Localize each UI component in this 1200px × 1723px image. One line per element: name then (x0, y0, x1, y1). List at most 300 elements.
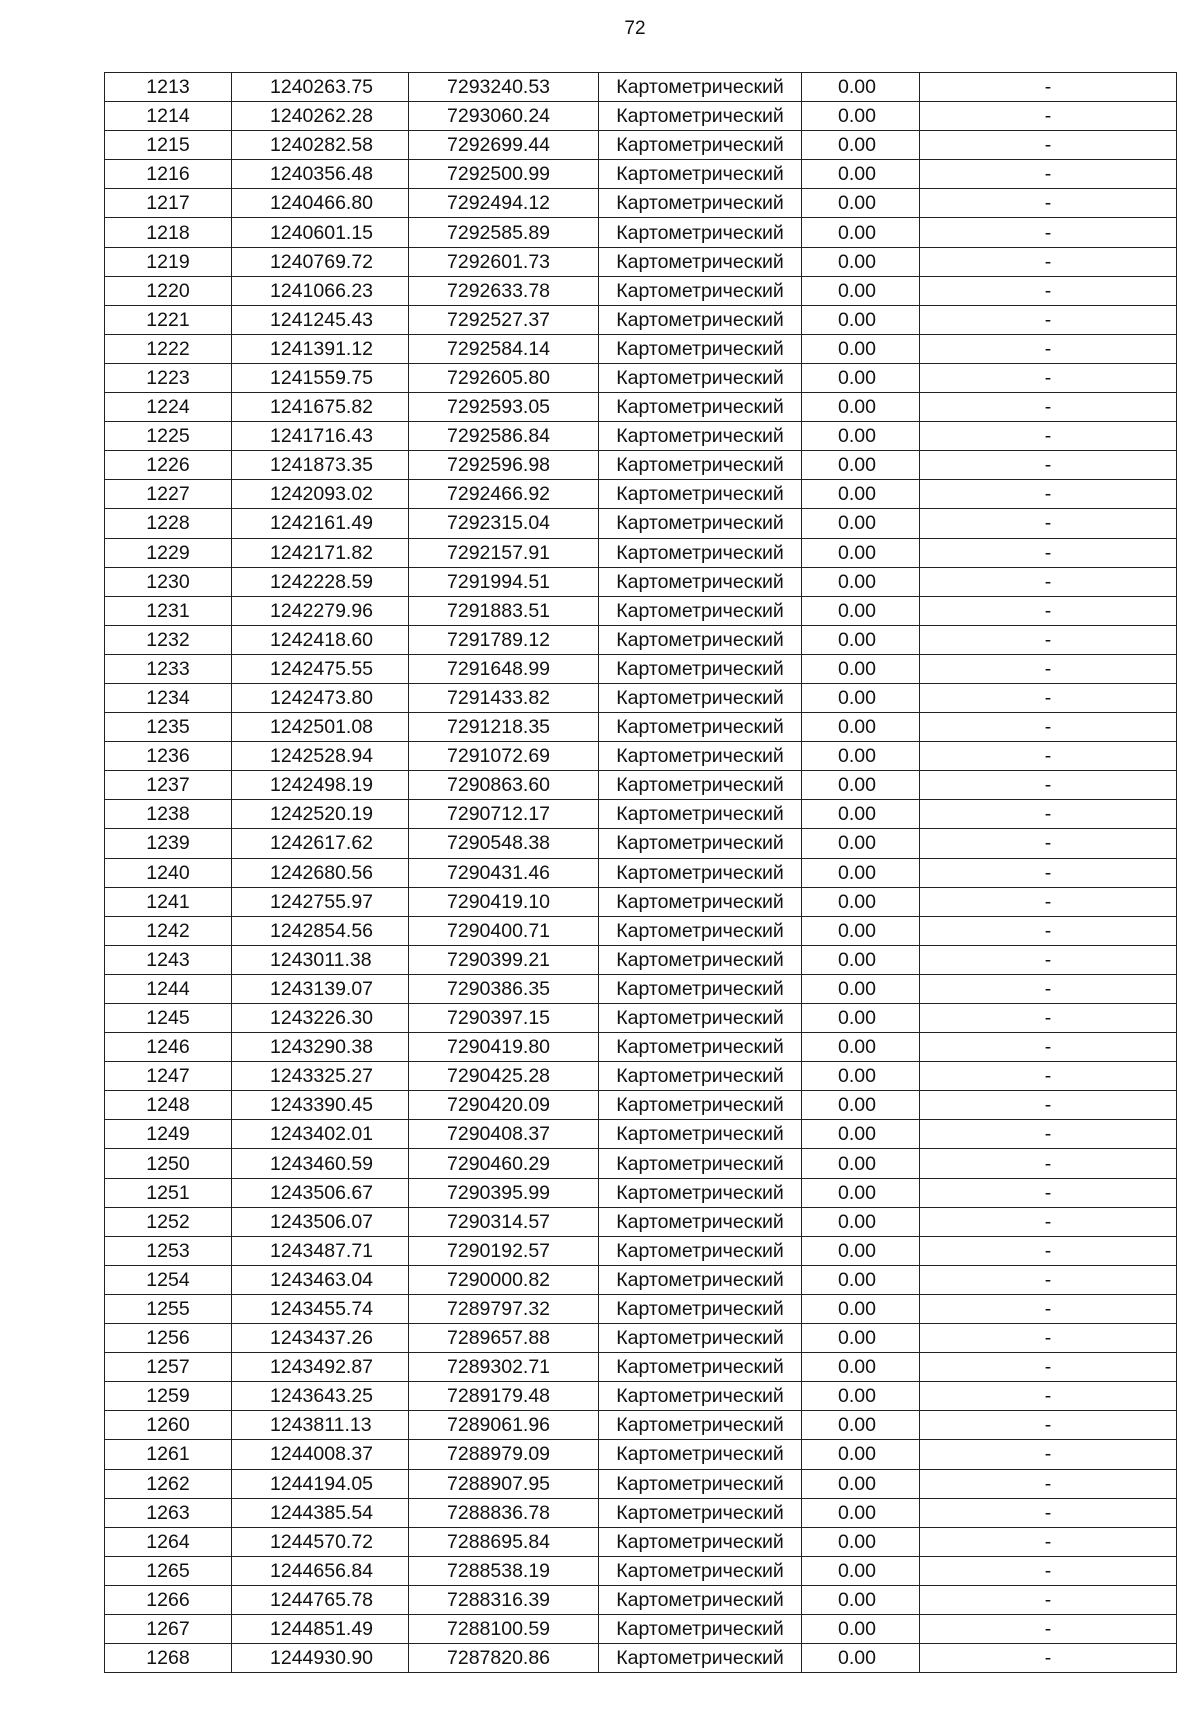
point-number-cell: 1226 (105, 451, 232, 480)
table-row (105, 567, 1177, 596)
y-coordinate-cell: 7292593.05 (409, 393, 599, 422)
point-number-cell: 1236 (105, 742, 232, 771)
method-cell: Картометрический (599, 1265, 802, 1294)
table-row (105, 363, 1177, 392)
x-coordinate-cell: 1244930.90 (232, 1644, 409, 1673)
point-number-cell: 1259 (105, 1382, 232, 1411)
description-cell: - (920, 1120, 1177, 1149)
point-number-cell: 1218 (105, 218, 232, 247)
method-cell: Картометрический (599, 945, 802, 974)
accuracy-cell: 0.00 (802, 771, 920, 800)
table-row (105, 480, 1177, 509)
y-coordinate-cell: 7290000.82 (409, 1265, 599, 1294)
point-number-cell: 1227 (105, 480, 232, 509)
y-coordinate-cell: 7290431.46 (409, 858, 599, 887)
description-cell: - (920, 1644, 1177, 1673)
description-cell: - (920, 1062, 1177, 1091)
method-cell: Картометрический (599, 1062, 802, 1091)
point-number-cell: 1223 (105, 363, 232, 392)
y-coordinate-cell: 7289657.88 (409, 1324, 599, 1353)
point-number-cell: 1264 (105, 1527, 232, 1556)
x-coordinate-cell: 1243455.74 (232, 1294, 409, 1323)
x-coordinate-cell: 1243402.01 (232, 1120, 409, 1149)
y-coordinate-cell: 7291648.99 (409, 654, 599, 683)
method-cell: Картометрический (599, 189, 802, 218)
method-cell: Картометрический (599, 1614, 802, 1643)
table-row (105, 1004, 1177, 1033)
accuracy-cell: 0.00 (802, 1353, 920, 1382)
table-row (105, 887, 1177, 916)
y-coordinate-cell: 7292315.04 (409, 509, 599, 538)
accuracy-cell: 0.00 (802, 131, 920, 160)
method-cell: Картометрический (599, 1585, 802, 1614)
y-coordinate-cell: 7292585.89 (409, 218, 599, 247)
y-coordinate-cell: 7292527.37 (409, 305, 599, 334)
accuracy-cell: 0.00 (802, 974, 920, 1003)
y-coordinate-cell: 7290397.15 (409, 1004, 599, 1033)
y-coordinate-cell: 7292586.84 (409, 422, 599, 451)
description-cell: - (920, 771, 1177, 800)
y-coordinate-cell: 7288979.09 (409, 1440, 599, 1469)
accuracy-cell: 0.00 (802, 742, 920, 771)
description-cell: - (920, 683, 1177, 712)
accuracy-cell: 0.00 (802, 393, 920, 422)
accuracy-cell: 0.00 (802, 1498, 920, 1527)
method-cell: Картометрический (599, 713, 802, 742)
x-coordinate-cell: 1244570.72 (232, 1527, 409, 1556)
description-cell: - (920, 393, 1177, 422)
accuracy-cell: 0.00 (802, 625, 920, 654)
description-cell: - (920, 218, 1177, 247)
x-coordinate-cell: 1240356.48 (232, 160, 409, 189)
table-row (105, 1178, 1177, 1207)
point-number-cell: 1215 (105, 131, 232, 160)
point-number-cell: 1268 (105, 1644, 232, 1673)
table-row (105, 654, 1177, 683)
method-cell: Картометрический (599, 829, 802, 858)
point-number-cell: 1245 (105, 1004, 232, 1033)
method-cell: Картометрический (599, 1498, 802, 1527)
accuracy-cell: 0.00 (802, 945, 920, 974)
method-cell: Картометрический (599, 1556, 802, 1585)
x-coordinate-cell: 1241245.43 (232, 305, 409, 334)
description-cell: - (920, 102, 1177, 131)
table-row (105, 916, 1177, 945)
point-number-cell: 1233 (105, 654, 232, 683)
y-coordinate-cell: 7289061.96 (409, 1411, 599, 1440)
point-number-cell: 1261 (105, 1440, 232, 1469)
description-cell: - (920, 1614, 1177, 1643)
table-row (105, 1091, 1177, 1120)
y-coordinate-cell: 7287820.86 (409, 1644, 599, 1673)
point-number-cell: 1250 (105, 1149, 232, 1178)
point-number-cell: 1220 (105, 276, 232, 305)
accuracy-cell: 0.00 (802, 305, 920, 334)
accuracy-cell: 0.00 (802, 654, 920, 683)
method-cell: Картометрический (599, 131, 802, 160)
table-row (105, 1498, 1177, 1527)
table-row (105, 1527, 1177, 1556)
table-row (105, 1440, 1177, 1469)
table-row (105, 334, 1177, 363)
accuracy-cell: 0.00 (802, 102, 920, 131)
accuracy-cell: 0.00 (802, 800, 920, 829)
table-row (105, 218, 1177, 247)
accuracy-cell: 0.00 (802, 1644, 920, 1673)
description-cell: - (920, 480, 1177, 509)
method-cell: Картометрический (599, 276, 802, 305)
y-coordinate-cell: 7290386.35 (409, 974, 599, 1003)
y-coordinate-cell: 7288538.19 (409, 1556, 599, 1585)
x-coordinate-cell: 1240282.58 (232, 131, 409, 160)
y-coordinate-cell: 7293240.53 (409, 73, 599, 102)
description-cell: - (920, 422, 1177, 451)
y-coordinate-cell: 7290425.28 (409, 1062, 599, 1091)
x-coordinate-cell: 1242854.56 (232, 916, 409, 945)
point-number-cell: 1260 (105, 1411, 232, 1440)
accuracy-cell: 0.00 (802, 887, 920, 916)
table-row (105, 1614, 1177, 1643)
description-cell: - (920, 916, 1177, 945)
table-row (105, 1411, 1177, 1440)
x-coordinate-cell: 1242520.19 (232, 800, 409, 829)
description-cell: - (920, 1585, 1177, 1614)
coordinates-table (104, 72, 1177, 1673)
x-coordinate-cell: 1243463.04 (232, 1265, 409, 1294)
method-cell: Картометрический (599, 480, 802, 509)
description-cell: - (920, 567, 1177, 596)
point-number-cell: 1224 (105, 393, 232, 422)
x-coordinate-cell: 1242171.82 (232, 538, 409, 567)
table-row (105, 1324, 1177, 1353)
point-number-cell: 1214 (105, 102, 232, 131)
x-coordinate-cell: 1242680.56 (232, 858, 409, 887)
method-cell: Картометрический (599, 102, 802, 131)
table-row (105, 1294, 1177, 1323)
x-coordinate-cell: 1240262.28 (232, 102, 409, 131)
x-coordinate-cell: 1241675.82 (232, 393, 409, 422)
accuracy-cell: 0.00 (802, 247, 920, 276)
x-coordinate-cell: 1243811.13 (232, 1411, 409, 1440)
x-coordinate-cell: 1242093.02 (232, 480, 409, 509)
x-coordinate-cell: 1243460.59 (232, 1149, 409, 1178)
method-cell: Картометрический (599, 1004, 802, 1033)
point-number-cell: 1249 (105, 1120, 232, 1149)
method-cell: Картометрический (599, 1207, 802, 1236)
method-cell: Картометрический (599, 538, 802, 567)
x-coordinate-cell: 1243139.07 (232, 974, 409, 1003)
method-cell: Картометрический (599, 1353, 802, 1382)
point-number-cell: 1254 (105, 1265, 232, 1294)
x-coordinate-cell: 1242161.49 (232, 509, 409, 538)
description-cell: - (920, 858, 1177, 887)
accuracy-cell: 0.00 (802, 1091, 920, 1120)
y-coordinate-cell: 7293060.24 (409, 102, 599, 131)
point-number-cell: 1241 (105, 887, 232, 916)
method-cell: Картометрический (599, 1644, 802, 1673)
accuracy-cell: 0.00 (802, 451, 920, 480)
description-cell: - (920, 334, 1177, 363)
x-coordinate-cell: 1242418.60 (232, 625, 409, 654)
description-cell: - (920, 1411, 1177, 1440)
accuracy-cell: 0.00 (802, 858, 920, 887)
table-row (105, 945, 1177, 974)
x-coordinate-cell: 1242528.94 (232, 742, 409, 771)
table-row (105, 742, 1177, 771)
accuracy-cell: 0.00 (802, 218, 920, 247)
table-row (105, 509, 1177, 538)
x-coordinate-cell: 1243437.26 (232, 1324, 409, 1353)
table-row (105, 1585, 1177, 1614)
table-row (105, 829, 1177, 858)
table-row (105, 189, 1177, 218)
table-row (105, 1120, 1177, 1149)
accuracy-cell: 0.00 (802, 509, 920, 538)
accuracy-cell: 0.00 (802, 1207, 920, 1236)
method-cell: Картометрический (599, 1120, 802, 1149)
description-cell: - (920, 1207, 1177, 1236)
y-coordinate-cell: 7291072.69 (409, 742, 599, 771)
accuracy-cell: 0.00 (802, 916, 920, 945)
table-row (105, 160, 1177, 189)
point-number-cell: 1240 (105, 858, 232, 887)
y-coordinate-cell: 7288836.78 (409, 1498, 599, 1527)
method-cell: Картометрический (599, 596, 802, 625)
y-coordinate-cell: 7288100.59 (409, 1614, 599, 1643)
table-row (105, 131, 1177, 160)
point-number-cell: 1237 (105, 771, 232, 800)
description-cell: - (920, 276, 1177, 305)
table-row (105, 422, 1177, 451)
point-number-cell: 1267 (105, 1614, 232, 1643)
accuracy-cell: 0.00 (802, 1440, 920, 1469)
description-cell: - (920, 742, 1177, 771)
table-row (105, 1265, 1177, 1294)
point-number-cell: 1247 (105, 1062, 232, 1091)
x-coordinate-cell: 1243487.71 (232, 1236, 409, 1265)
accuracy-cell: 0.00 (802, 73, 920, 102)
y-coordinate-cell: 7292500.99 (409, 160, 599, 189)
point-number-cell: 1225 (105, 422, 232, 451)
table-row (105, 1644, 1177, 1673)
method-cell: Картометрический (599, 742, 802, 771)
x-coordinate-cell: 1243492.87 (232, 1353, 409, 1382)
description-cell: - (920, 1556, 1177, 1585)
description-cell: - (920, 1091, 1177, 1120)
x-coordinate-cell: 1242498.19 (232, 771, 409, 800)
accuracy-cell: 0.00 (802, 363, 920, 392)
method-cell: Картометрический (599, 1033, 802, 1062)
description-cell: - (920, 363, 1177, 392)
description-cell: - (920, 1265, 1177, 1294)
accuracy-cell: 0.00 (802, 1062, 920, 1091)
accuracy-cell: 0.00 (802, 1614, 920, 1643)
point-number-cell: 1238 (105, 800, 232, 829)
y-coordinate-cell: 7292633.78 (409, 276, 599, 305)
x-coordinate-cell: 1241559.75 (232, 363, 409, 392)
description-cell: - (920, 1236, 1177, 1265)
table-row (105, 1062, 1177, 1091)
accuracy-cell: 0.00 (802, 160, 920, 189)
description-cell: - (920, 73, 1177, 102)
table-row (105, 625, 1177, 654)
method-cell: Картометрический (599, 422, 802, 451)
method-cell: Картометрический (599, 73, 802, 102)
x-coordinate-cell: 1240466.80 (232, 189, 409, 218)
point-number-cell: 1256 (105, 1324, 232, 1353)
description-cell: - (920, 1324, 1177, 1353)
x-coordinate-cell: 1243011.38 (232, 945, 409, 974)
table-row (105, 683, 1177, 712)
y-coordinate-cell: 7290460.29 (409, 1149, 599, 1178)
point-number-cell: 1216 (105, 160, 232, 189)
point-number-cell: 1266 (105, 1585, 232, 1614)
description-cell: - (920, 1527, 1177, 1556)
description-cell: - (920, 1149, 1177, 1178)
accuracy-cell: 0.00 (802, 1178, 920, 1207)
description-cell: - (920, 800, 1177, 829)
accuracy-cell: 0.00 (802, 713, 920, 742)
y-coordinate-cell: 7289179.48 (409, 1382, 599, 1411)
method-cell: Картометрический (599, 1440, 802, 1469)
table-row (105, 1149, 1177, 1178)
accuracy-cell: 0.00 (802, 1033, 920, 1062)
table-row (105, 858, 1177, 887)
description-cell: - (920, 945, 1177, 974)
y-coordinate-cell: 7290314.57 (409, 1207, 599, 1236)
table-row (105, 800, 1177, 829)
x-coordinate-cell: 1244385.54 (232, 1498, 409, 1527)
x-coordinate-cell: 1244851.49 (232, 1614, 409, 1643)
table-row (105, 1236, 1177, 1265)
table-row (105, 1469, 1177, 1498)
point-number-cell: 1252 (105, 1207, 232, 1236)
x-coordinate-cell: 1242475.55 (232, 654, 409, 683)
point-number-cell: 1243 (105, 945, 232, 974)
method-cell: Картометрический (599, 393, 802, 422)
description-cell: - (920, 596, 1177, 625)
method-cell: Картометрический (599, 1294, 802, 1323)
point-number-cell: 1228 (105, 509, 232, 538)
accuracy-cell: 0.00 (802, 1236, 920, 1265)
point-number-cell: 1232 (105, 625, 232, 654)
table-row (105, 1207, 1177, 1236)
x-coordinate-cell: 1242501.08 (232, 713, 409, 742)
y-coordinate-cell: 7290399.21 (409, 945, 599, 974)
point-number-cell: 1251 (105, 1178, 232, 1207)
x-coordinate-cell: 1243226.30 (232, 1004, 409, 1033)
x-coordinate-cell: 1243390.45 (232, 1091, 409, 1120)
y-coordinate-cell: 7289797.32 (409, 1294, 599, 1323)
table-row (105, 276, 1177, 305)
y-coordinate-cell: 7291789.12 (409, 625, 599, 654)
x-coordinate-cell: 1240601.15 (232, 218, 409, 247)
y-coordinate-cell: 7292596.98 (409, 451, 599, 480)
accuracy-cell: 0.00 (802, 1527, 920, 1556)
point-number-cell: 1217 (105, 189, 232, 218)
method-cell: Картометрический (599, 887, 802, 916)
point-number-cell: 1221 (105, 305, 232, 334)
y-coordinate-cell: 7292584.14 (409, 334, 599, 363)
method-cell: Картометрический (599, 1411, 802, 1440)
accuracy-cell: 0.00 (802, 829, 920, 858)
accuracy-cell: 0.00 (802, 1294, 920, 1323)
accuracy-cell: 0.00 (802, 1149, 920, 1178)
description-cell: - (920, 189, 1177, 218)
description-cell: - (920, 1353, 1177, 1382)
y-coordinate-cell: 7288316.39 (409, 1585, 599, 1614)
x-coordinate-cell: 1244008.37 (232, 1440, 409, 1469)
table-row (105, 596, 1177, 625)
accuracy-cell: 0.00 (802, 1556, 920, 1585)
x-coordinate-cell: 1244194.05 (232, 1469, 409, 1498)
method-cell: Картометрический (599, 305, 802, 334)
x-coordinate-cell: 1243506.67 (232, 1178, 409, 1207)
method-cell: Картометрический (599, 974, 802, 1003)
description-cell: - (920, 1294, 1177, 1323)
point-number-cell: 1255 (105, 1294, 232, 1323)
x-coordinate-cell: 1243506.07 (232, 1207, 409, 1236)
y-coordinate-cell: 7290712.17 (409, 800, 599, 829)
y-coordinate-cell: 7292601.73 (409, 247, 599, 276)
y-coordinate-cell: 7290408.37 (409, 1120, 599, 1149)
description-cell: - (920, 1178, 1177, 1207)
point-number-cell: 1239 (105, 829, 232, 858)
method-cell: Картометрический (599, 916, 802, 945)
table-row (105, 305, 1177, 334)
x-coordinate-cell: 1242228.59 (232, 567, 409, 596)
method-cell: Картометрический (599, 858, 802, 887)
point-number-cell: 1263 (105, 1498, 232, 1527)
table-row (105, 1556, 1177, 1585)
method-cell: Картометрический (599, 247, 802, 276)
method-cell: Картометрический (599, 625, 802, 654)
accuracy-cell: 0.00 (802, 1411, 920, 1440)
method-cell: Картометрический (599, 451, 802, 480)
y-coordinate-cell: 7292466.92 (409, 480, 599, 509)
y-coordinate-cell: 7290400.71 (409, 916, 599, 945)
table-row (105, 102, 1177, 131)
y-coordinate-cell: 7290192.57 (409, 1236, 599, 1265)
description-cell: - (920, 1469, 1177, 1498)
y-coordinate-cell: 7291883.51 (409, 596, 599, 625)
point-number-cell: 1244 (105, 974, 232, 1003)
description-cell: - (920, 1382, 1177, 1411)
point-number-cell: 1231 (105, 596, 232, 625)
method-cell: Картометрический (599, 567, 802, 596)
table-row (105, 771, 1177, 800)
accuracy-cell: 0.00 (802, 334, 920, 363)
point-number-cell: 1213 (105, 73, 232, 102)
accuracy-cell: 0.00 (802, 1004, 920, 1033)
accuracy-cell: 0.00 (802, 189, 920, 218)
x-coordinate-cell: 1242279.96 (232, 596, 409, 625)
description-cell: - (920, 160, 1177, 189)
accuracy-cell: 0.00 (802, 538, 920, 567)
accuracy-cell: 0.00 (802, 1585, 920, 1614)
method-cell: Картометрический (599, 1382, 802, 1411)
method-cell: Картометрический (599, 654, 802, 683)
page-number: 72 (624, 18, 646, 39)
accuracy-cell: 0.00 (802, 596, 920, 625)
point-number-cell: 1242 (105, 916, 232, 945)
description-cell: - (920, 305, 1177, 334)
coordinates-table-body (105, 73, 1177, 1673)
method-cell: Картометрический (599, 1178, 802, 1207)
x-coordinate-cell: 1244656.84 (232, 1556, 409, 1585)
x-coordinate-cell: 1243325.27 (232, 1062, 409, 1091)
point-number-cell: 1219 (105, 247, 232, 276)
